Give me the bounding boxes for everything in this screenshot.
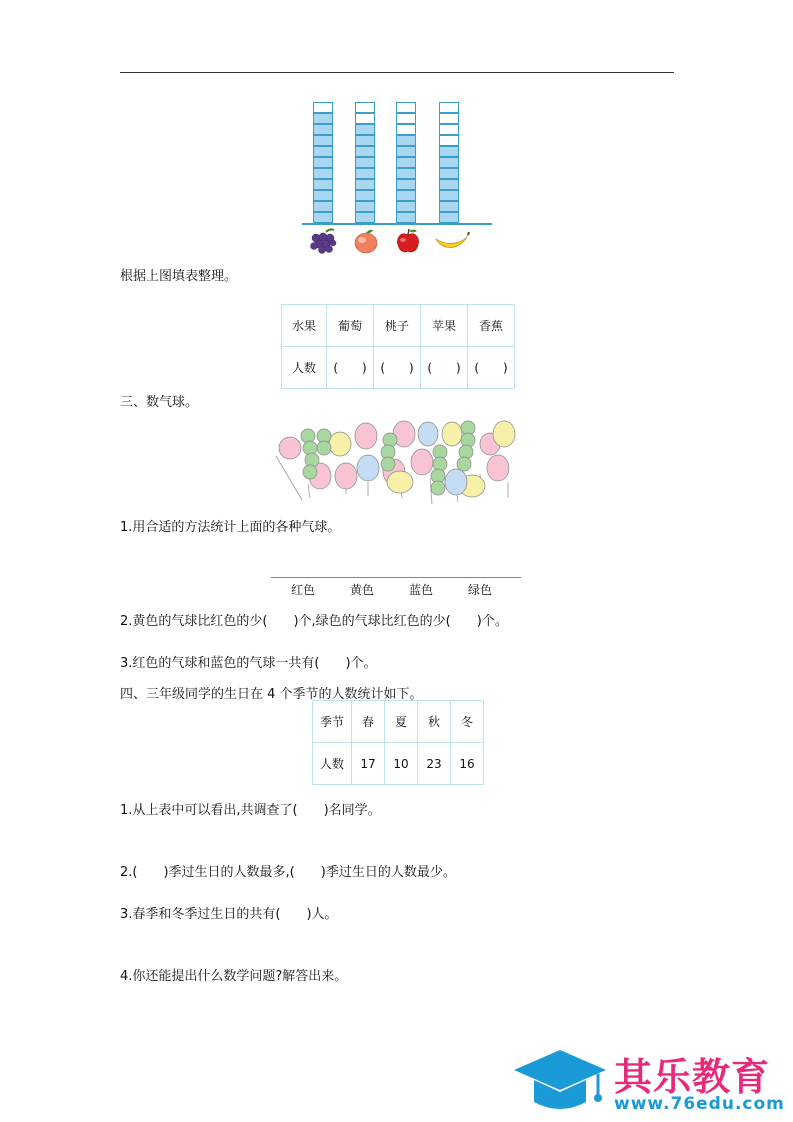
chart-cell	[439, 157, 459, 168]
grape-icon	[308, 228, 338, 258]
chart-cell	[355, 201, 375, 212]
section4-q1: 1.从上表中可以看出,共调查了( )名同学。	[120, 803, 381, 818]
chart-cell	[313, 190, 333, 201]
peach-icon	[352, 227, 380, 259]
table-header-cell: 冬	[451, 701, 484, 743]
chart-cell	[313, 146, 333, 157]
chart-cell	[313, 124, 333, 135]
chart-cell	[396, 135, 416, 146]
fruit-chart	[300, 100, 495, 260]
fill-table-instruction: 根据上图填表整理。	[120, 269, 238, 284]
table-row	[282, 347, 515, 389]
table-cell: 16	[451, 743, 484, 785]
chart-cell	[396, 179, 416, 190]
chart-cell	[313, 168, 333, 179]
chart-cell	[313, 179, 333, 190]
section3-q3: 3.红色的气球和蓝色的气球一共有( )个。	[120, 656, 377, 671]
balloon-axis-label-red: 红色	[291, 583, 316, 597]
chart-cell	[313, 157, 333, 168]
graduation-cap-icon	[510, 1046, 610, 1116]
chart-cell	[439, 146, 459, 157]
table-cell: 10	[385, 743, 418, 785]
banana-icon	[434, 229, 470, 257]
section4-q3: 3.春季和冬季过生日的共有( )人。	[120, 907, 338, 922]
chart-cell	[355, 157, 375, 168]
table-header-cell: 季节	[313, 701, 352, 743]
chart-cell	[396, 102, 416, 113]
chart-baseline	[302, 223, 492, 225]
section3-title: 三、数气球。	[120, 395, 199, 410]
chart-cell	[355, 113, 375, 124]
table-header-cell: 香蕉	[468, 305, 515, 347]
chart-cell	[355, 102, 375, 113]
section4-title: 四、三年级同学的生日在 4 个季节的人数统计如下。	[120, 687, 423, 702]
top-rule	[120, 72, 674, 73]
balloons-illustration	[268, 414, 524, 510]
chart-cell	[396, 146, 416, 157]
season-table	[312, 700, 484, 785]
section3-q2: 2.黄色的气球比红色的少( )个,绿色的气球比红色的少( )个。	[120, 614, 508, 629]
chart-cell	[396, 168, 416, 179]
chart-cell	[439, 201, 459, 212]
chart-cell	[439, 212, 459, 223]
table-header-cell: 水果	[282, 305, 327, 347]
table-header-cell: 秋	[418, 701, 451, 743]
chart-cell	[396, 124, 416, 135]
chart-cell	[396, 113, 416, 124]
chart-cell	[355, 146, 375, 157]
table-header-cell: 春	[352, 701, 385, 743]
section4-q2: 2.( )季过生日的人数最多,( )季过生日的人数最少。	[120, 865, 456, 880]
balloon-axis-label-green: 绿色	[468, 583, 493, 597]
answer-blank[interactable]: ( )	[374, 347, 421, 389]
chart-cell	[313, 201, 333, 212]
table-header-cell: 桃子	[374, 305, 421, 347]
section3-q1: 1.用合适的方法统计上面的各种气球。	[120, 520, 341, 535]
chart-cell	[313, 212, 333, 223]
chart-cell	[355, 124, 375, 135]
chart-cell	[396, 157, 416, 168]
chart-cell	[439, 113, 459, 124]
table-header-cell: 夏	[385, 701, 418, 743]
chart-cell	[439, 135, 459, 146]
table-header-cell: 苹果	[421, 305, 468, 347]
brand-url: www.76edu.com	[614, 1094, 785, 1114]
balloon-axis-line	[271, 577, 521, 578]
balloon-axis-label-blue: 蓝色	[409, 583, 434, 597]
fruit-table	[281, 304, 515, 389]
brand-name: 其乐教育	[614, 1055, 771, 1099]
chart-cell	[355, 135, 375, 146]
chart-cell	[396, 190, 416, 201]
chart-cell	[313, 135, 333, 146]
answer-blank[interactable]: ( )	[421, 347, 468, 389]
table-cell: 23	[418, 743, 451, 785]
table-row	[282, 305, 515, 347]
chart-cell	[439, 190, 459, 201]
table-header-cell: 葡萄	[327, 305, 374, 347]
table-row	[313, 743, 484, 785]
table-cell: 17	[352, 743, 385, 785]
chart-cell	[355, 168, 375, 179]
chart-cell	[355, 212, 375, 223]
table-row-label: 人数	[313, 743, 352, 785]
chart-cell	[439, 168, 459, 179]
apple-icon	[394, 227, 422, 259]
balloon-axis-label-yellow: 黄色	[350, 583, 375, 597]
section4-q4: 4.你还能提出什么数学问题?解答出来。	[120, 969, 348, 984]
chart-cell	[439, 124, 459, 135]
table-row	[313, 701, 484, 743]
chart-cell	[396, 201, 416, 212]
brand-logo	[510, 1042, 790, 1118]
chart-cell	[439, 179, 459, 190]
chart-cell	[355, 190, 375, 201]
answer-blank[interactable]: ( )	[468, 347, 515, 389]
chart-cell	[439, 102, 459, 113]
table-row-label: 人数	[282, 347, 327, 389]
answer-blank[interactable]: ( )	[327, 347, 374, 389]
chart-cell	[355, 179, 375, 190]
chart-cell	[313, 102, 333, 113]
chart-cell	[313, 113, 333, 124]
chart-cell	[396, 212, 416, 223]
